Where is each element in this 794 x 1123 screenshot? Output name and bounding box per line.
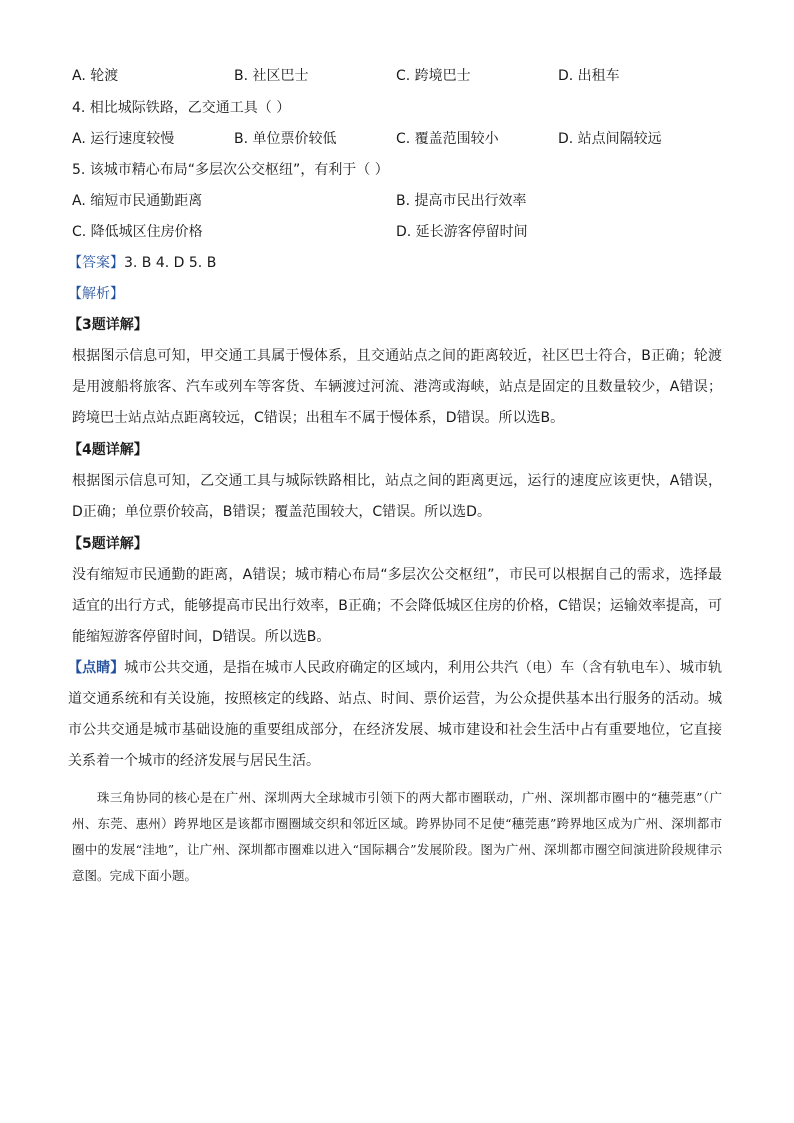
- q5-option-a: A. 缩短市民通勤距离: [72, 193, 203, 209]
- q3-option-c: C. 跨境巴士: [396, 68, 471, 84]
- answer-tag: 【答案】: [68, 255, 124, 271]
- q5-option-b: B. 提高市民出行效率: [396, 193, 527, 209]
- detail3-title: 【3题详解】: [68, 317, 148, 333]
- detail4-body: 根据图示信息可知，乙交通工具与城际铁路相比，站点之间的距离更远，运行的速度应该更快，A错误，D正确；单位票价较高，B错误；覆盖范围较大，C错误。所以选D。: [72, 473, 722, 520]
- analysis-tag: 【解析】: [68, 286, 124, 302]
- q3-option-a: A. 轮渡: [72, 68, 119, 84]
- q4-stem: 4. 相比城际铁路，乙交通工具（ ）: [72, 100, 291, 116]
- q5-stem: 5. 该城市精心布局“多层次公交枢纽”，有利于（ ）: [72, 162, 389, 178]
- detail3-body: 根据图示信息可知，甲交通工具属于慢体系，且交通站点之间的距离较近，社区巴士符合，B正确；轮渡是用渡船将旅客、汽车或列车等客货、车辆渡过河流、港湾或海峡，站点是固定的且数量较少，A错误；跨境巴士站点站点距离较远，C错误；出租车不属于慢体系，D错误。所以选B。: [72, 348, 722, 426]
- q5-option-c: C. 降低城区住房价格: [72, 224, 203, 240]
- q4-option-c: C. 覆盖范围较小: [396, 131, 499, 147]
- q3-option-b: B. 社区巴士: [234, 68, 309, 84]
- passage-paragraph: 珠三角协同的核心是在广州、深圳两大全球城市引领下的两大都市圈联动，广州、深圳都市圈中的“穗莞惠”（广州、东莞、惠州）跨界地区是该都市圈圈域交织和邻近区域。跨界协同不足使“穗莞惠”跨界地区成为广州、深圳都市圈中的发展“洼地”，让广州、深圳都市圈难以进入“国际耦合”发展阶段。图为广州、深圳都市圈空间演进阶段规律示意图。完成下面小题。: [72, 790, 722, 883]
- q4-option-b: B. 单位票价较低: [234, 131, 337, 147]
- point-body: 城市公共交通，是指在城市人民政府确定的区域内，利用公共汽（电）车（含有轨电车）、城市轨道交通系统和有关设施，按照核定的线路、站点、时间、票价运营，为公众提供基本出行服务的活动。城市公共交通是城市基础设施的重要组成部分，在经济发展、城市建设和社会生活中占有重要地位，它直接关系着一个城市的经济发展与居民生活。: [68, 660, 723, 769]
- detail4-title: 【4题详解】: [68, 442, 148, 458]
- q4-option-d: D. 站点间隔较远: [558, 131, 662, 147]
- detail5-title: 【5题详解】: [68, 536, 148, 552]
- q3-option-d: D. 出租车: [558, 68, 620, 84]
- point-paragraph: [68, 653, 722, 777]
- q4-option-a: A. 运行速度较慢: [72, 131, 175, 147]
- point-tag: 【点睛】: [68, 660, 125, 676]
- answer-line: [68, 253, 216, 273]
- q5-option-d: D. 延长游客停留时间: [396, 224, 528, 240]
- detail5-body: 没有缩短市民通勤的距离，A错误；城市精心布局“多层次公交枢纽”，市民可以根据自己的需求，选择最适宜的出行方式，能够提高市民出行效率，B正确；不会降低城区住房的价格，C错误；运输效率提高，可能缩短游客停留时间，D错误。所以选B。: [72, 567, 722, 645]
- answer-text: 3. B 4. D 5. B: [124, 255, 217, 271]
